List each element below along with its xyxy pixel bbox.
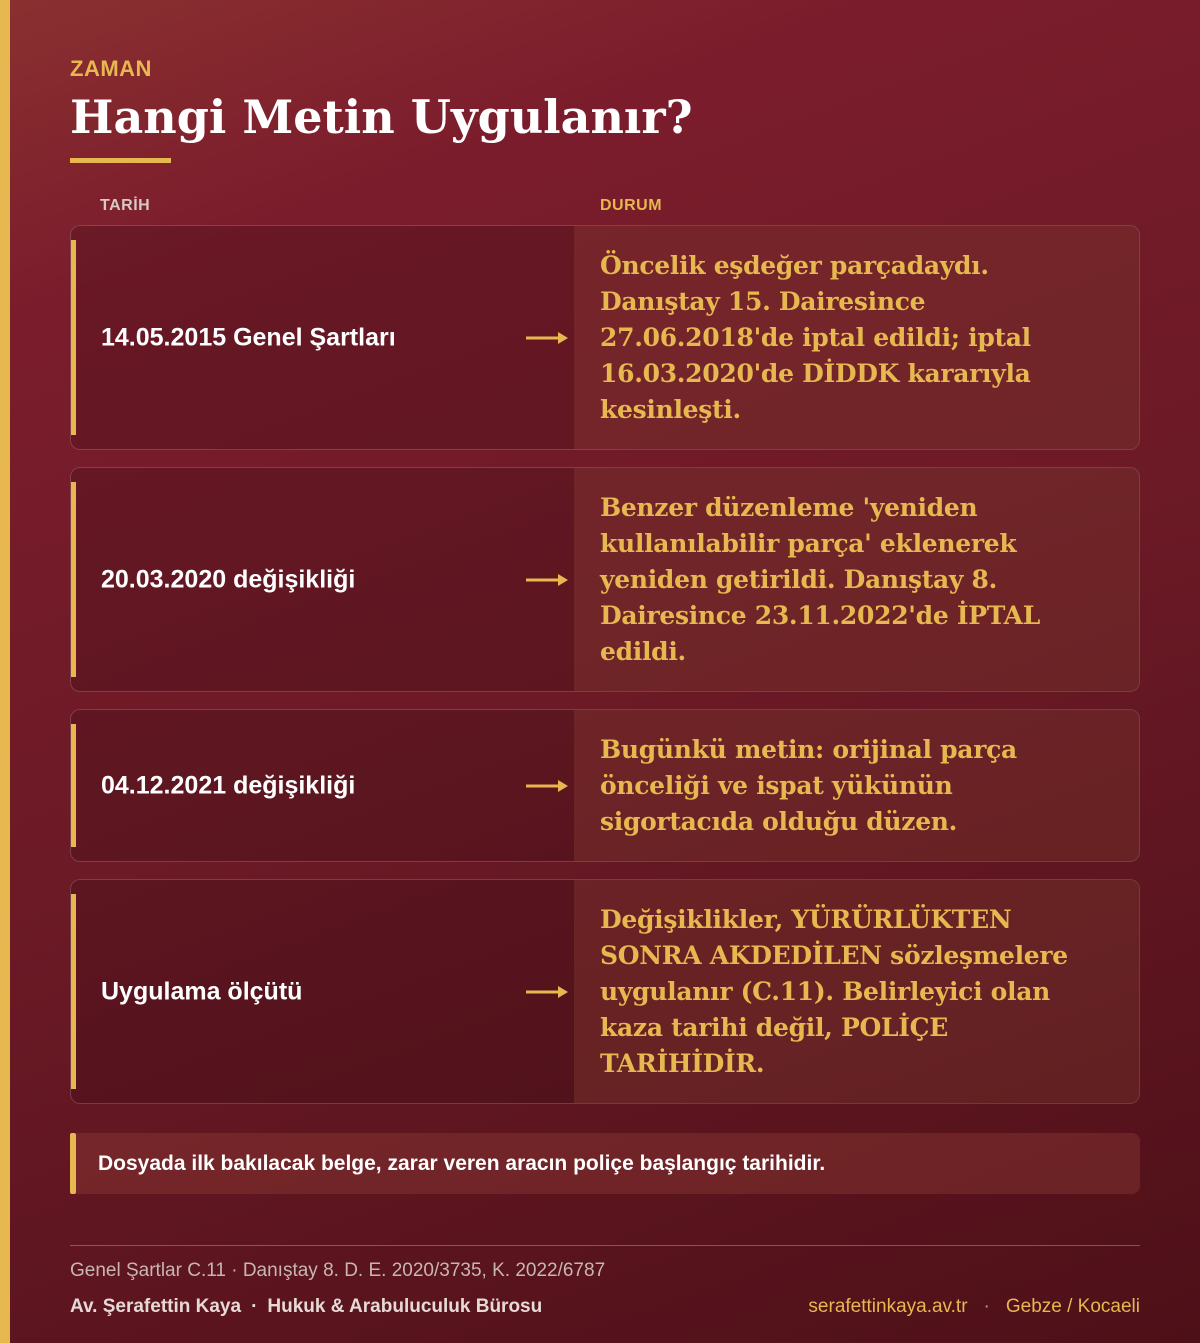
row-accent-bar xyxy=(71,894,76,1089)
author-name: Av. Şerafettin Kaya xyxy=(70,1296,242,1317)
row-status: Öncelik eşdeğer parçadaydı. Danıştay 15. Dairesince 27.06.2018'de iptal edildi; iptal 16.03.2020'de DİDDK kararıyla kesinleşti. xyxy=(600,250,1031,424)
footer-separator: · xyxy=(983,1296,990,1317)
left-accent-bar xyxy=(0,0,10,1343)
row-status: Benzer düzenleme 'yeniden kullanılabilir parça' eklenerek yeniden getirildi. Danıştay 8. Dairesince 23.11.2022'de İPTAL edildi. xyxy=(600,492,1041,666)
page-title: Hangi Metin Uygulanır? xyxy=(70,90,693,144)
footer-divider xyxy=(70,1245,1140,1246)
arrow-right-icon xyxy=(526,779,568,793)
row-date: Uygulama ölçütü xyxy=(101,977,303,1005)
row-status-box xyxy=(574,880,1139,1103)
arrow-right-icon xyxy=(526,573,568,587)
footer-separator: · xyxy=(251,1296,258,1317)
arrow-right-icon xyxy=(526,331,568,345)
timeline-row xyxy=(70,225,1140,450)
key-note xyxy=(70,1133,1140,1194)
row-status-box xyxy=(574,468,1139,691)
website-link[interactable]: serafettinkaya.av.tr xyxy=(808,1296,968,1317)
timeline-row xyxy=(70,879,1140,1104)
row-date: 14.05.2015 Genel Şartları xyxy=(101,323,396,351)
arrow-right-icon xyxy=(526,985,568,999)
row-status-box xyxy=(574,710,1139,861)
location: Gebze / Kocaeli xyxy=(1005,1296,1140,1317)
row-accent-bar xyxy=(71,240,76,435)
timeline-row xyxy=(70,467,1140,692)
row-date: 20.03.2020 değişikliği xyxy=(101,565,356,593)
row-accent-bar xyxy=(71,724,76,847)
row-accent-bar xyxy=(71,482,76,677)
footer-author xyxy=(70,1296,542,1318)
row-status: Bugünkü metin: orijinal parça önceliği ve ispat yükünün sigortacıda olduğu düzen. xyxy=(600,734,1017,836)
row-date: 04.12.2021 değişikliği xyxy=(101,771,356,799)
column-header-date: TARİH xyxy=(100,197,151,214)
note-text: Dosyada ilk bakılacak belge, zarar veren aracın poliçe başlangıç tarihidir. xyxy=(98,1151,826,1175)
firm-name: Hukuk & Arabuluculuk Bürosu xyxy=(267,1296,543,1317)
timeline-row xyxy=(70,709,1140,862)
section-eyebrow: ZAMAN xyxy=(70,56,152,81)
column-header-status: DURUM xyxy=(600,197,663,214)
footer-reference: Genel Şartlar C.11 · Danıştay 8. D. E. 2020/3735, K. 2022/6787 xyxy=(70,1260,606,1281)
title-underline xyxy=(70,158,171,163)
row-status: Değişiklikler, YÜRÜRLÜKTEN SONRA AKDEDİLEN sözleşmelere uygulanır (C.11). Belirleyici olan kaza tarihi değil, POLİÇE TARİHİDİR. xyxy=(600,904,1068,1078)
note-accent-bar xyxy=(70,1133,76,1194)
row-status-box xyxy=(574,226,1139,449)
footer-site xyxy=(808,1296,1140,1318)
